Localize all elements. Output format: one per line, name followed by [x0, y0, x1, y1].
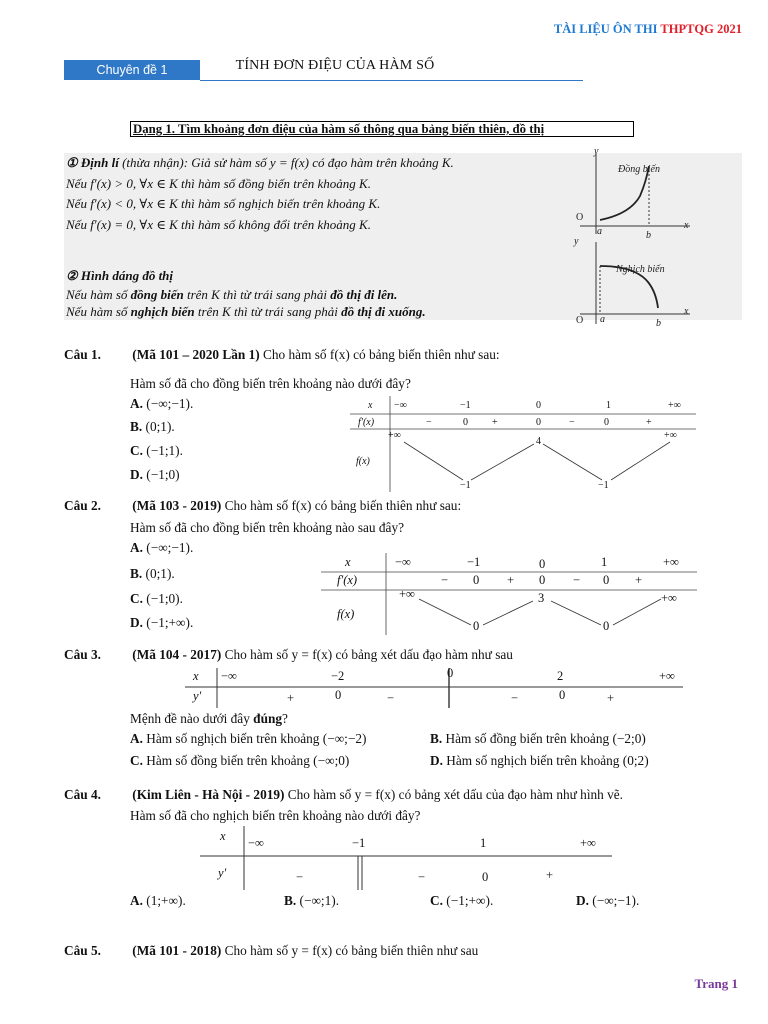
q1-option-c[interactable]: C. (−1;1).	[130, 443, 183, 458]
q1-option-b[interactable]: B. (0;1).	[130, 419, 175, 434]
q3-source: (Mã 104 - 2017)	[132, 647, 222, 662]
q3-option-a[interactable]: A. Hàm số nghịch biến trên khoảng (−∞;−2)	[130, 731, 367, 746]
q2-option-a[interactable]: A. (−∞;−1).	[130, 540, 194, 555]
q3-number: Câu 3.	[64, 647, 101, 662]
graph2-b: b	[656, 318, 661, 326]
q1-ask: Hàm số đã cho đồng biến trên khoảng nào dưới đây?	[130, 376, 411, 391]
graph2-label: Nghịch biến	[616, 264, 665, 275]
q4-ask: Hàm số đã cho nghịch biến trên khoảng nào dưới đây?	[130, 808, 421, 823]
q3-stem: Cho hàm số y = f(x) có bảng xét dấu đạo hàm như sau	[221, 647, 513, 662]
page-number: Trang 1	[694, 976, 738, 991]
q2-option-d[interactable]: D. (−1;+∞).	[130, 615, 194, 630]
q4-option-b[interactable]: B. (−∞;1).	[284, 893, 340, 908]
q3-option-d[interactable]: D. Hàm số nghịch biến trên khoảng (0;2)	[430, 753, 649, 768]
graph2-x-label: x	[684, 306, 689, 317]
theory-line-7: Nếu hàm số nghịch biến trên K thì từ trái sang phải đồ thị đi xuống.	[66, 304, 426, 319]
header-part2: THPTQG 2021	[660, 22, 742, 36]
document-header	[554, 22, 742, 37]
theory-line-5: ② Hình dáng đồ thị	[66, 268, 174, 283]
theorem-head: ① Định lí	[66, 155, 119, 170]
theory-line-3: Nếu f′(x) < 0, ∀x ∈ K thì hàm số nghịch biến trên khoảng K.	[66, 196, 381, 211]
q1-variation-table: x f′(x) f(x) −∞ −1 0 1 +∞ − 0 + 0 − 0 + +∞ −1 4 −1 +∞	[356, 400, 681, 491]
q5-source: (Mã 101 - 2018)	[132, 943, 222, 958]
theory-line-2: Nếu f′(x) > 0, ∀x ∈ K thì hàm số đồng biến trên khoảng K.	[66, 176, 371, 191]
graph1-origin: O	[576, 212, 584, 223]
graph1-x-label: x	[684, 220, 689, 231]
theory-line-4: Nếu f′(x) = 0, ∀x ∈ K thì hàm số không đổi trên khoảng K.	[66, 217, 371, 232]
q2-ask: Hàm số đã cho đồng biến trên khoảng nào sau đây?	[130, 520, 404, 535]
q4-option-a[interactable]: A. (1;+∞).	[130, 893, 186, 908]
q2-option-b[interactable]: B. (0;1).	[130, 566, 175, 581]
graph2-a: a	[600, 314, 605, 325]
monotonic-graphs	[560, 148, 740, 326]
q1-heading	[64, 347, 500, 363]
q3-heading	[64, 647, 513, 663]
q2-stem: Cho hàm số f(x) có bảng biến thiên như sau:	[221, 498, 462, 513]
q4-heading	[64, 787, 623, 803]
title-rule	[200, 80, 583, 81]
q4-option-c[interactable]: C. (−1;+∞).	[430, 893, 494, 908]
graph2-y-label: y	[574, 236, 579, 247]
q3-sign-table: x y′ −∞ −2 0 2 +∞ + 0 − − 0 +	[193, 666, 675, 705]
q2-number: Câu 2.	[64, 498, 101, 513]
q2-source: (Mã 103 - 2019)	[132, 498, 222, 513]
q1-stem: Cho hàm số f(x) có bảng biến thiên như sau:	[259, 347, 500, 362]
q1-source: (Mã 101 – 2020 Lần 1)	[132, 347, 260, 362]
q5-number: Câu 5.	[64, 943, 101, 958]
q4-sign-table: x y′ −∞ −1 1 +∞ − − 0 +	[218, 829, 596, 884]
q3-option-b[interactable]: B. Hàm số đồng biến trên khoảng (−2;0)	[430, 731, 646, 746]
q4-source: (Kim Liên - Hà Nội - 2019)	[132, 787, 285, 802]
q1-number: Câu 1.	[64, 347, 101, 362]
chapter-title: TÍNH ĐƠN ĐIỆU CỦA HÀM SỐ	[235, 58, 435, 73]
graph1-y-label: y	[594, 148, 599, 157]
q4-stem: Cho hàm số y = f(x) có bảng xét dấu của đạo hàm như hình vẽ.	[284, 787, 624, 802]
graph2-origin: O	[576, 315, 584, 326]
q2-heading	[64, 498, 461, 514]
q5-stem: Cho hàm số y = f(x) có bảng biến thiên như sau	[221, 943, 479, 958]
q1-option-d[interactable]: D. (−1;0)	[130, 467, 180, 482]
q5-heading	[64, 943, 478, 959]
q3-ask: Mệnh đề nào dưới đây đúng?	[130, 711, 288, 726]
graph1-a: a	[597, 226, 602, 237]
q2-option-c[interactable]: C. (−1;0).	[130, 591, 183, 606]
q2-variation-table: x f′(x) f(x) −∞ −1 0 1 +∞ − 0 + 0 − 0 + +∞ 0 3 0 +∞	[337, 555, 679, 633]
q3-option-c[interactable]: C. Hàm số đồng biến trên khoảng (−∞;0)	[130, 753, 350, 768]
chapter-chip: Chuyên đề 1	[64, 60, 200, 80]
q4-number: Câu 4.	[64, 787, 101, 802]
theory-line-6: Nếu hàm số đồng biến trên K thì từ trái sang phải đồ thị đi lên.	[66, 287, 398, 302]
graph1-b: b	[646, 230, 651, 241]
header-part1: TÀI LIỆU ÔN THI	[553, 22, 658, 36]
q4-option-d[interactable]: D. (−∞;−1).	[576, 893, 640, 908]
section-title: Dạng 1. Tìm khoảng đơn điệu của hàm số thông qua bảng biến thiên, đồ thị	[130, 121, 634, 137]
q1-option-a[interactable]: A. (−∞;−1).	[130, 396, 194, 411]
graph1-label: Đồng biến	[618, 164, 660, 175]
theory-line-1: ① Định lí (thừa nhận): Giả sử hàm số y = f(x) có đạo hàm trên khoảng K.	[66, 155, 454, 170]
